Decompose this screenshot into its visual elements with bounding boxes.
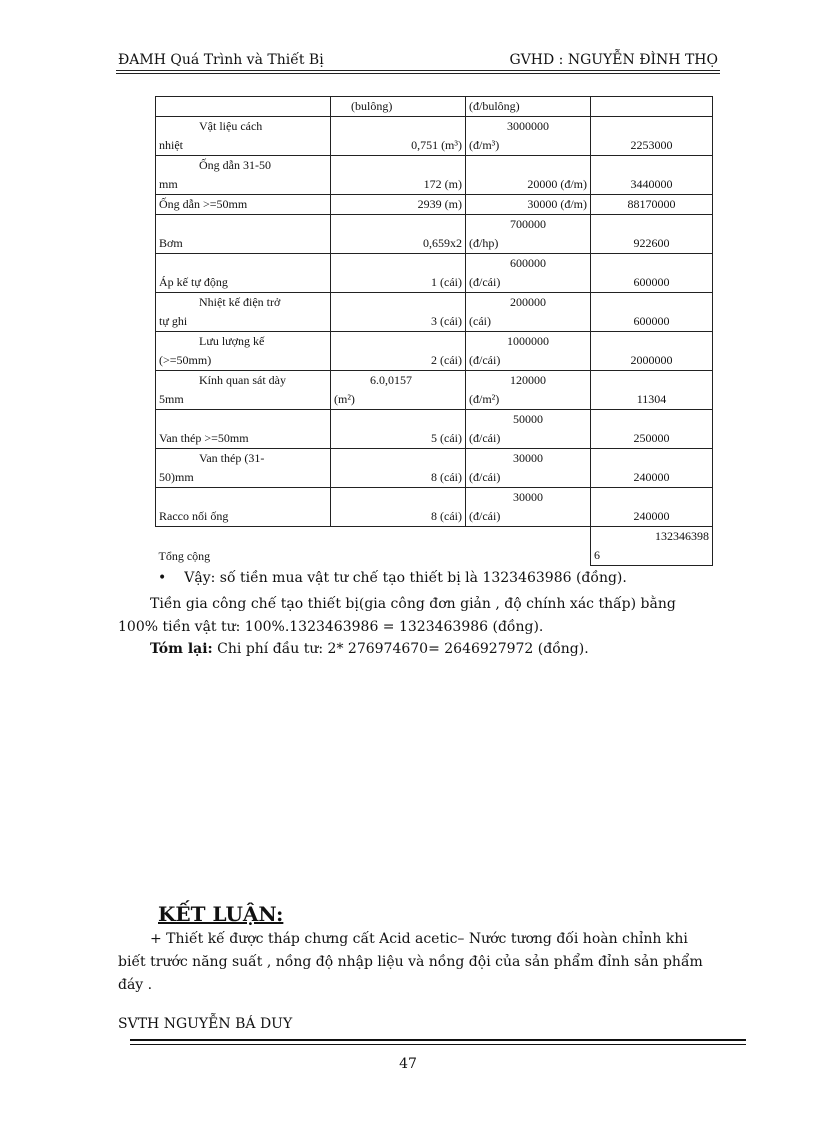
item-price-unit: (cái) xyxy=(469,314,491,328)
summary-label: Tóm lại: xyxy=(150,641,213,657)
item-total: 88170000 xyxy=(591,195,713,215)
table-row xyxy=(156,156,713,195)
item-qty: 1 (cái) xyxy=(331,254,466,293)
item-price: 200000 xyxy=(510,295,546,309)
item-total: 11304 xyxy=(591,371,713,410)
item-name: Áp kế tự động xyxy=(156,254,331,293)
item-price: 600000 xyxy=(510,256,546,270)
table-row xyxy=(156,97,713,117)
item-total: 922600 xyxy=(591,215,713,254)
footer-rule-2 xyxy=(130,1044,746,1045)
item-total: 240000 xyxy=(591,488,713,527)
item-name: Racco nối ống xyxy=(156,488,331,527)
item-total: 600000 xyxy=(591,254,713,293)
conclusion-paragraph: + Thiết kế được tháp chưng cất Acid acetic– Nước tương đối hoàn chỉnh khi biết trước năng suất , nồng độ nhập liệu và nồng đội của sản phẩm đỉnh sản phẩm đáy . xyxy=(118,931,703,993)
item-price: 120000 xyxy=(510,373,546,387)
header-course: ĐAMH Quá Trình và Thiết Bị xyxy=(118,52,324,68)
item-qty: 0,751 (m³) xyxy=(331,117,466,156)
table-row xyxy=(156,449,713,488)
item-qty: 8 (cái) xyxy=(331,488,466,527)
header-rule xyxy=(116,70,720,71)
item-total: 250000 xyxy=(591,410,713,449)
item-name-cont: tự ghi xyxy=(159,314,188,328)
item-name: Van thép >=50mm xyxy=(156,410,331,449)
item-qty: 2939 (m) xyxy=(331,195,466,215)
footer-rule xyxy=(130,1039,746,1041)
item-qty: 0,659x2 xyxy=(331,215,466,254)
table-row xyxy=(156,215,713,254)
header-advisor: GVHD : NGUYỄN ĐÌNH THỌ xyxy=(509,52,718,68)
item-price: 3000000 xyxy=(507,119,549,133)
summary-line xyxy=(158,570,627,586)
item-name: Vật liệu cách xyxy=(199,119,263,133)
item-name: Bơm xyxy=(156,215,331,254)
item-price: 20000 (đ/m) xyxy=(466,156,591,195)
item-total: 240000 xyxy=(591,449,713,488)
table-row xyxy=(156,117,713,156)
item-total: 600000 xyxy=(591,293,713,332)
item-price-unit: (đ/cái) xyxy=(469,275,501,289)
grand-total: 132346398 xyxy=(655,529,709,543)
item-price: 700000 xyxy=(510,217,546,231)
item-name-cont: nhiệt xyxy=(159,138,183,152)
item-total: 2253000 xyxy=(591,117,713,156)
total-label: Tổng cộng xyxy=(156,527,591,566)
item-price: 1000000 xyxy=(507,334,549,348)
item-name: Lưu lượng kế xyxy=(199,334,265,348)
item-price-unit: (đ/hp) xyxy=(469,236,499,250)
item-qty: 172 (m) xyxy=(331,156,466,195)
item-qty: 6.0,0157 xyxy=(370,373,412,387)
table-row xyxy=(156,254,713,293)
table-row xyxy=(156,195,713,215)
grand-total-cont: 6 xyxy=(594,548,600,562)
paragraph-fabrication: Tiền gia công chế tạo thiết bị(gia công đơn giản , độ chính xác thấp) bằng 100% tiền vật tư: 100%.1323463986 = 1323463986 (đồng). xyxy=(118,596,676,635)
table-row xyxy=(156,410,713,449)
paragraph-summary xyxy=(118,638,718,661)
table-row xyxy=(156,371,713,410)
item-name: Van thép (31- xyxy=(199,451,265,465)
item-qty: 8 (cái) xyxy=(331,449,466,488)
item-price: 30000 (đ/m) xyxy=(466,195,591,215)
table-row xyxy=(156,332,713,371)
item-price-unit: (đ/cái) xyxy=(469,431,501,445)
item-name-cont: 50)mm xyxy=(159,470,194,484)
item-price-unit: (đ/cái) xyxy=(469,353,501,367)
item-name: Kính quan sát dày xyxy=(199,373,286,387)
item-qty: 2 (cái) xyxy=(331,332,466,371)
table-row xyxy=(156,293,713,332)
item-name-cont: 5mm xyxy=(159,392,184,406)
item-name-cont: (>=50mm) xyxy=(159,353,212,367)
item-qty: 5 (cái) xyxy=(331,410,466,449)
item-total: 3440000 xyxy=(591,156,713,195)
item-price-unit: (đ/m²) xyxy=(469,392,500,406)
table-row xyxy=(156,488,713,527)
page-header xyxy=(118,52,718,70)
item-qty: 3 (cái) xyxy=(331,293,466,332)
unit-price-cell: (đ/bulông) xyxy=(466,97,591,117)
footer-author: SVTH NGUYỄN BÁ DUY xyxy=(118,1016,293,1032)
item-qty-unit: (m²) xyxy=(334,392,355,406)
summary-text: Vậy: số tiền mua vật tư chế tạo thiết bị là 1323463986 (đồng). xyxy=(184,570,627,586)
item-price-unit: (đ/cái) xyxy=(469,509,501,523)
unit-cell: (bulông) xyxy=(331,97,466,117)
header-rule-2 xyxy=(116,73,720,74)
item-name-cont: mm xyxy=(159,177,178,191)
summary-value: Chi phí đầu tư: 2* 276974670= 2646927972 (đồng). xyxy=(212,641,589,657)
bullet: • xyxy=(158,570,167,586)
item-price-unit: (đ/cái) xyxy=(469,470,501,484)
table-total-row xyxy=(156,527,713,566)
item-price: 30000 xyxy=(513,490,543,504)
item-name: Ống dẫn >=50mm xyxy=(156,195,331,215)
page-number: 47 xyxy=(399,1056,417,1072)
item-name: Ống dẫn 31-50 xyxy=(199,158,271,172)
materials-table xyxy=(155,96,713,566)
item-price-unit: (đ/m³) xyxy=(469,138,500,152)
item-name: Nhiệt kế điện trở xyxy=(199,295,281,309)
item-price: 50000 xyxy=(513,412,543,426)
conclusion-heading: KẾT LUẬN: xyxy=(158,902,284,926)
item-total: 2000000 xyxy=(591,332,713,371)
item-price: 30000 xyxy=(513,451,543,465)
